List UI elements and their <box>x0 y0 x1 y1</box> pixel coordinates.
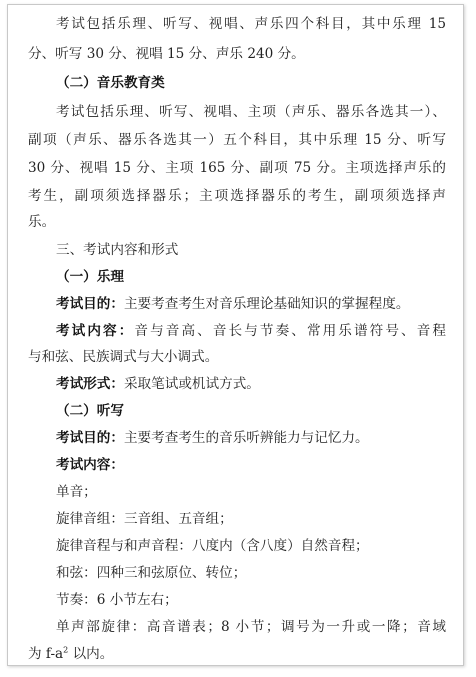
theory-content-line <box>56 323 446 339</box>
purpose-text: 主要考查考生对音乐理论基础知识的掌握程度。 <box>123 296 410 312</box>
list-item: 和弦：四种三和弦原位、转位； <box>56 565 247 581</box>
list-item: 单音； <box>56 484 97 500</box>
range-prefix: 为 f-a <box>28 646 64 662</box>
form-label: 考试形式： <box>56 376 124 392</box>
form-text: 采取笔试或机试方式。 <box>123 376 260 392</box>
range-superscript: 2 <box>63 645 69 655</box>
purpose-label: 考试目的： <box>56 296 124 312</box>
theory-purpose-line <box>56 296 409 312</box>
body-line: 与和弦、民族调式与大小调式。 <box>28 349 219 365</box>
range-line <box>28 646 113 662</box>
list-item: 旋律音组：三音组、五音组； <box>56 511 233 527</box>
body-line: 30 分、视唱 15 分、主项 165 分、副项 75 分。主项选择声乐的 <box>28 160 446 176</box>
body-line: 副项（声乐、器乐各选其一）五个科目，其中乐理 15 分、听写 <box>28 132 446 148</box>
body-line: 考试包括乐理、听写、视唱、主项（声乐、器乐各选其一）、 <box>56 104 446 120</box>
subsection-heading-theory: （一）乐理 <box>56 269 124 285</box>
body-line: 考试包括乐理、听写、视唱、声乐四个科目，其中乐理 15 <box>56 16 446 32</box>
body-line: 乐。 <box>28 214 56 230</box>
dictation-purpose-line <box>56 430 369 446</box>
dictation-content-label: 考试内容： <box>56 457 124 473</box>
section-heading-music-education: （二）音乐教育类 <box>56 75 165 91</box>
document-page <box>7 4 464 666</box>
purpose-label: 考试目的： <box>56 430 124 446</box>
body-line: 分、听写 30 分、视唱 15 分、声乐 240 分。 <box>28 46 305 62</box>
section-heading-exam-content: 三、考试内容和形式 <box>56 242 179 258</box>
theory-form-line <box>56 376 260 392</box>
list-item: 旋律音程与和声音程：八度内（含八度）自然音程； <box>56 538 369 554</box>
subsection-heading-dictation: （二）听写 <box>56 403 124 419</box>
purpose-text: 主要考查考生的音乐听辨能力与记忆力。 <box>123 430 369 446</box>
content-label: 考试内容： <box>56 323 135 339</box>
content-text: 音与音高、音长与节奏、常用乐谱符号、音程 <box>134 323 447 339</box>
range-suffix: 以内。 <box>68 646 114 662</box>
list-item: 节奏：6 小节左右； <box>56 592 178 608</box>
list-item: 单声部旋律：高音谱表；8 小节；调号为一升或一降；音域 <box>56 619 446 635</box>
body-line: 考生，副项须选择器乐；主项选择器乐的考生，副项须选择声 <box>28 188 446 204</box>
